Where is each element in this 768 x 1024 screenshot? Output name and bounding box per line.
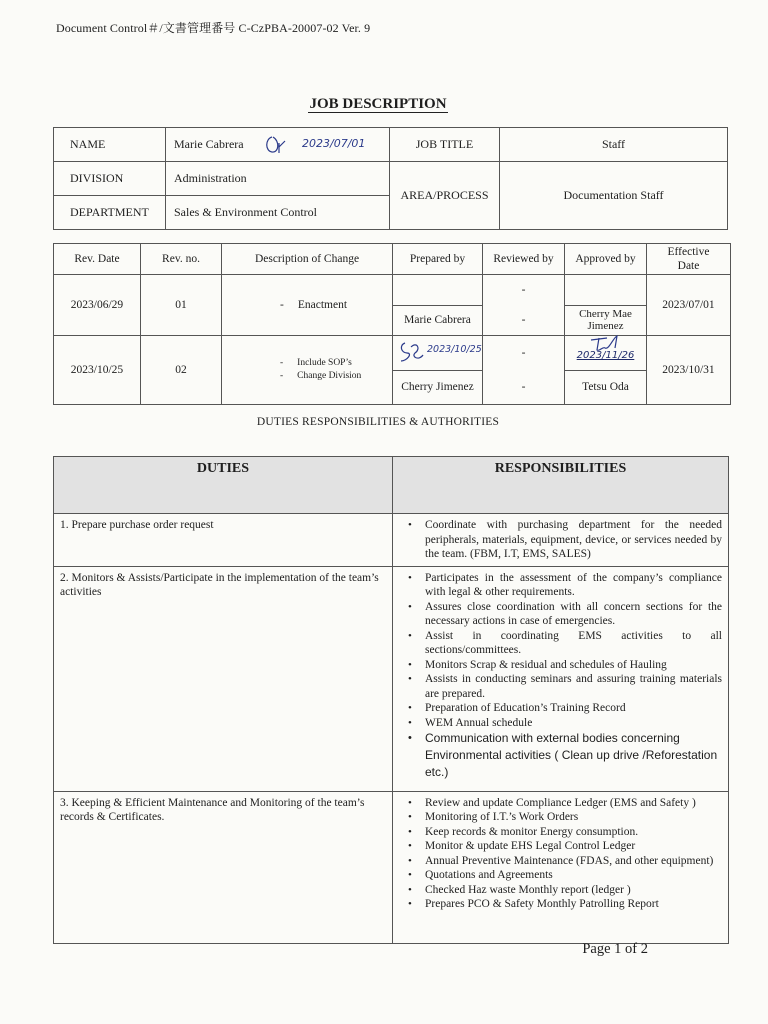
name-cell xyxy=(166,128,390,162)
job-title-label: JOB TITLE xyxy=(390,128,500,162)
description-line: Include SOP’s xyxy=(297,358,352,368)
preparer-signature xyxy=(397,337,427,367)
approved-by-cell xyxy=(565,275,647,336)
responsibility-list xyxy=(405,571,722,782)
document-control-number: Document Control＃/文書管理番号 C-CzPBA-20007-02 Ver. 9 xyxy=(56,21,371,35)
prepared-by-cell xyxy=(393,336,483,405)
responsibilities-cell xyxy=(393,566,729,791)
duties-header: DUTIES xyxy=(54,457,393,514)
responsibility-item: • Communication with external bodies concerning Environmental activities ( Clean up drive /Reforestation etc.) xyxy=(425,730,722,781)
duty-text: 1. Prepare purchase order request xyxy=(54,514,393,567)
area-label: AREA/PROCESS xyxy=(390,162,500,230)
rev-no-header: Rev. no. xyxy=(141,244,222,275)
responsibility-item: • Quotations and Agreements xyxy=(425,868,722,883)
initials-signature xyxy=(262,133,292,157)
dash-bullet: - xyxy=(280,371,284,381)
division-value: Administration xyxy=(166,162,390,196)
description-line: Change Division xyxy=(297,371,362,381)
duty-text: 2. Monitors & Assists/Participate in the implementation of the team’s activities xyxy=(54,566,393,791)
prepared-by-name: Cherry Jimenez xyxy=(401,381,474,394)
revision-row xyxy=(54,275,731,336)
reviewed-by-header: Reviewed by xyxy=(483,244,565,275)
reviewed-bottom: - xyxy=(521,314,526,326)
dash-bullet: - xyxy=(280,358,284,368)
approved-by-header: Approved by xyxy=(565,244,647,275)
responsibility-item: • Preparation of Education’s Training Record xyxy=(425,701,722,716)
responsibility-item: • Checked Haz waste Monthly report (ledger ) xyxy=(425,883,722,898)
effective-date: 2023/07/01 xyxy=(647,275,731,336)
dash-bullet: - xyxy=(280,299,284,311)
responsibility-item: • WEM Annual schedule xyxy=(425,716,722,731)
revision-row xyxy=(54,336,731,405)
revision-history-table xyxy=(53,243,731,405)
description-header: Description of Change xyxy=(222,244,393,275)
duty-text: 3. Keeping & Efficient Maintenance and Monitoring of the team’s records & Certificates. xyxy=(54,791,393,943)
rev-date: 2023/10/25 xyxy=(54,336,141,405)
duty-row xyxy=(54,791,729,943)
responsibility-list xyxy=(405,518,722,562)
reviewed-top: - xyxy=(521,347,526,359)
description-line: Enactment xyxy=(297,299,348,311)
name-value: Marie Cabrera xyxy=(174,137,244,151)
approved-by-name: Cherry Mae Jimenez xyxy=(579,308,632,333)
responsibility-list xyxy=(405,796,722,912)
rev-no: 02 xyxy=(141,336,222,405)
description-cell xyxy=(222,336,393,405)
responsibilities-cell xyxy=(393,514,729,567)
description-cell xyxy=(222,275,393,336)
responsibility-item: • Coordinate with purchasing department for the needed peripherals, materials, equipment, device, or services needed by the team. (FBM, I.T, EMS, SALES) xyxy=(425,518,722,562)
page-number: Page 1 of 2 xyxy=(582,941,648,957)
job-title-value: Staff xyxy=(500,128,728,162)
responsibility-item: • Monitoring of I.T.’s Work Orders xyxy=(425,810,722,825)
reviewed-by-cell xyxy=(483,275,565,336)
duty-row xyxy=(54,514,729,567)
page-title-text: JOB DESCRIPTION xyxy=(309,96,447,112)
rev-no: 01 xyxy=(141,275,222,336)
prepared-by-name: Marie Cabrera xyxy=(404,314,471,327)
responsibilities-header: RESPONSIBILITIES xyxy=(393,457,729,514)
reviewed-bottom: - xyxy=(521,381,526,393)
rev-date: 2023/06/29 xyxy=(54,275,141,336)
prepared-by-cell xyxy=(393,275,483,336)
responsibility-item: • Review and update Compliance Ledger (EMS and Safety ) xyxy=(425,796,722,811)
preparer-handwritten-date: 2023/10/25 xyxy=(427,344,482,355)
approved-by-cell xyxy=(565,336,647,405)
approved-by-name: Tetsu Oda xyxy=(582,381,629,394)
responsibility-item: • Assures close coordination with all concern sections for the necessary actions in case of emergencies. xyxy=(425,600,722,629)
duty-row xyxy=(54,566,729,791)
responsibility-item: • Monitor & update EHS Legal Control Ledger xyxy=(425,839,722,854)
effective-date: 2023/10/31 xyxy=(647,336,731,405)
name-handwritten-date: 2023/07/01 xyxy=(302,137,366,150)
duties-table xyxy=(53,456,729,944)
responsibility-item: • Monitors Scrap & residual and schedules of Hauling xyxy=(425,658,722,673)
responsibility-item: • Assist in coordinating EMS activities to all sections/committees. xyxy=(425,629,722,658)
responsibility-item: • Prepares PCO & Safety Monthly Patrolling Report xyxy=(425,897,722,912)
area-value: Documentation Staff xyxy=(500,162,728,230)
effective-date-header: Effective Date xyxy=(647,244,731,275)
responsibility-item: • Keep records & monitor Energy consumption. xyxy=(425,825,722,840)
employee-info-table xyxy=(53,127,728,230)
name-label: NAME xyxy=(54,128,166,162)
responsibility-item: • Annual Preventive Maintenance (FDAS, and other equipment) xyxy=(425,854,722,869)
responsibility-item: • Participates in the assessment of the company’s compliance with legal & other requirements. xyxy=(425,571,722,600)
section-caption: DUTIES RESPONSIBILITIES & AUTHORITIES xyxy=(256,416,500,428)
responsibility-item: • Assists in conducting seminars and assuring training materials are prepared. xyxy=(425,672,722,701)
reviewed-by-cell xyxy=(483,336,565,405)
reviewed-top: - xyxy=(521,284,526,296)
prepared-by-header: Prepared by xyxy=(393,244,483,275)
page-title xyxy=(0,96,756,113)
department-value: Sales & Environment Control xyxy=(166,196,390,230)
department-label: DEPARTMENT xyxy=(54,196,166,230)
responsibilities-cell xyxy=(393,791,729,943)
rev-date-header: Rev. Date xyxy=(54,244,141,275)
approver-handwritten-date: 2023/11/26 xyxy=(576,350,635,361)
division-label: DIVISION xyxy=(54,162,166,196)
